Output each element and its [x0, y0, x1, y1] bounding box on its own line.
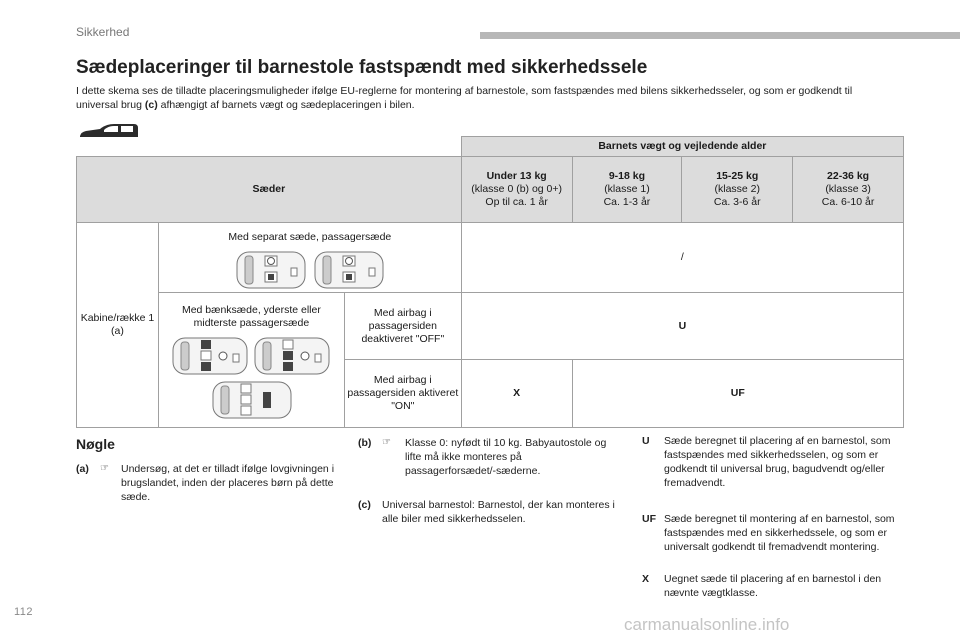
separate-seat-cell — [158, 223, 461, 293]
bench-seat-cell — [158, 293, 344, 428]
separate-seat-diagram — [235, 250, 385, 290]
note-c — [358, 498, 628, 528]
legend-u-text: Sæde beregnet til placering af en barnestol, som fastspændes med sikkerhedsselen, og som er godkendt til universal brug, bagudvendt og/eller fremadvendt. — [664, 435, 891, 489]
header-bar — [480, 32, 960, 39]
note-c-text: Universal barnestol: Barnestol, der kan monteres i alle biler med sikkerhedsselen. — [382, 499, 615, 525]
legend-x-text: Uegnet sæde til placering af en barnestol i den nævnte vægtklasse. — [664, 573, 882, 599]
row-label-cabin: Kabine/række 1 (a) — [77, 223, 159, 428]
legend-u-code: U — [642, 435, 650, 447]
bench-seat-diagram — [171, 336, 331, 422]
hand-pointer-icon: ☞ — [100, 463, 109, 474]
legend-uf-code: UF — [642, 513, 656, 525]
intro-text-2: afhængigt af barnets vægt og sædeplaceringen i bilen. — [157, 99, 415, 111]
airbag-on-value-rest: UF — [572, 360, 903, 428]
note-a — [76, 462, 336, 508]
bench-seat-label: Med bænksæde, yderste eller midterste passagersæde — [181, 303, 321, 329]
seats-header: Sæder — [77, 157, 462, 223]
page-title: Sædeplaceringer til barnestole fastspændt med sikkerhedssele — [76, 57, 648, 78]
note-b-text: Klasse 0: nyfødt til 10 kg. Babyautostole og lifte må ikke monteres på passagerforsædet/-sæderne. — [405, 437, 607, 477]
separate-seat-value: / — [461, 223, 903, 293]
page-number: 112 — [14, 606, 34, 618]
note-a-tag: (a) — [76, 463, 89, 475]
intro-ref: (c) — [144, 99, 158, 111]
section-header: Sikkerhed — [76, 25, 130, 39]
hand-pointer-icon: ☞ — [382, 437, 391, 448]
legend-uf-text: Sæde beregnet til montering af en barnestol, som fastspændes med en sikkerhedssele, og som er universalt godkendt til fremadvendt montering. — [664, 513, 895, 553]
col-22-36kg: 22-36 kg (klasse 3) Ca. 6-10 år — [793, 157, 904, 223]
legend-x-code: X — [642, 573, 650, 585]
key-heading: Nøgle — [76, 436, 115, 452]
legend-uf — [642, 512, 904, 570]
intro-text-1: I dette skema ses de tilladte placeringsmuligheder ifølge EU-reglerne for montering af barnestole, som fastspændes med bilens sikkerhedsseler, og som er godkendt til universal brug — [76, 85, 853, 111]
col-9-18kg: 9-18 kg (klasse 1) Ca. 1-3 år — [572, 157, 682, 223]
note-b-tag: (b) — [358, 437, 372, 449]
child-seat-table — [76, 136, 904, 428]
note-c-tag: (c) — [358, 499, 371, 511]
legend-x — [642, 572, 904, 602]
airbag-on-value-under13: X — [461, 360, 572, 428]
separate-seat-label: Med separat sæde, passagersæde — [228, 230, 392, 243]
note-b — [358, 436, 618, 492]
airbag-off-value: U — [461, 293, 903, 360]
legend-u — [642, 434, 904, 506]
col-under-13kg: Under 13 kg (klasse 0 (b) og 0+) Op til ca. 1 år — [461, 157, 572, 223]
note-a-text: Undersøg, at det er tilladt ifølge lovgivningen i brugslandet, inden der placeres børn på dette sæde. — [121, 463, 335, 503]
col-15-25kg: 15-25 kg (klasse 2) Ca. 3-6 år — [682, 157, 793, 223]
watermark: carmanualsonline.info — [624, 615, 790, 634]
weight-group-header: Barnets vægt og vejledende alder — [461, 137, 903, 157]
intro-paragraph — [76, 84, 896, 112]
airbag-on-label: Med airbag i passagersiden aktiveret "ON" — [344, 360, 461, 428]
airbag-off-label: Med airbag i passagersiden deaktiveret "OFF" — [344, 293, 461, 360]
